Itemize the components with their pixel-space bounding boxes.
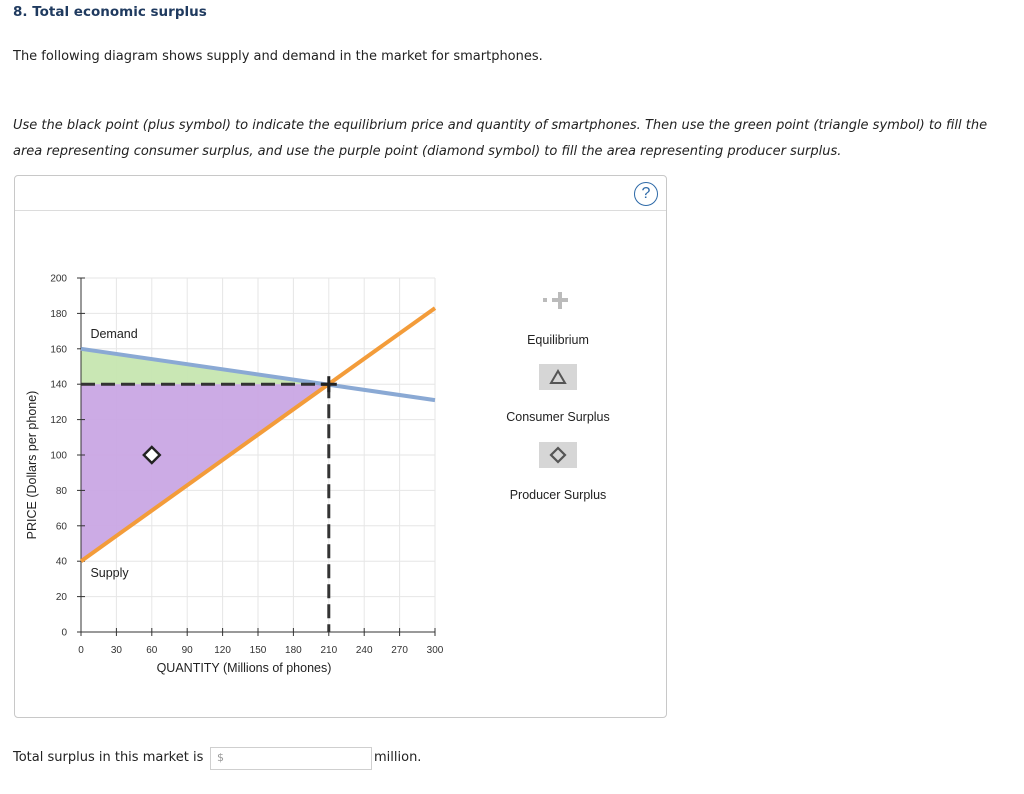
y-tick-label: 140 <box>50 379 67 391</box>
currency-symbol: $ <box>217 751 224 764</box>
y-tick-label: 200 <box>50 273 67 285</box>
y-tick-label: 80 <box>55 485 67 497</box>
supply-label: Supply <box>90 566 129 581</box>
help-icon[interactable]: ? <box>634 182 658 206</box>
y-tick-label: 0 <box>61 627 67 639</box>
x-tick-label: 210 <box>320 645 338 656</box>
consumer-surplus-tool-button[interactable] <box>539 364 577 390</box>
question-title: 8. Total economic surplus <box>13 4 207 20</box>
y-tick-label: 60 <box>55 521 67 533</box>
y-tick-label: 20 <box>55 592 67 604</box>
x-tick-label: 30 <box>110 645 122 656</box>
y-tick-label: 40 <box>55 556 67 568</box>
answer-suffix: million. <box>374 750 422 765</box>
question-instructions: Use the black point (plus symbol) to indicate the equilibrium price and quantity of smartphones. Then use the green point (triangle symbol) to fill the area representing consumer surplus, and use the purple point (diamond symbol) to fill the area representing producer surplus. <box>13 118 988 159</box>
producer-surplus-tool-label: Producer Surplus <box>509 488 607 502</box>
y-tick-label: 180 <box>50 308 67 320</box>
question-intro: The following diagram shows supply and demand in the market for smartphones. <box>13 49 543 64</box>
y-axis-title: PRICE (Dollars per phone) <box>25 390 39 540</box>
consumer-surplus-tool-label: Consumer Surplus <box>506 410 610 424</box>
x-tick-label: 90 <box>181 645 193 656</box>
panel-header <box>15 176 666 211</box>
total-surplus-input[interactable] <box>210 747 372 770</box>
demand-label: Demand <box>90 327 138 342</box>
producer-surplus-tool-button[interactable] <box>539 442 577 468</box>
equilibrium-tool-icon[interactable] <box>541 286 571 316</box>
diamond-icon <box>539 442 577 468</box>
equilibrium-tool-label: Equilibrium <box>527 333 589 347</box>
x-tick-label: 0 <box>78 645 84 656</box>
x-tick-label: 180 <box>285 645 302 656</box>
x-tick-label: 60 <box>146 645 158 656</box>
x-tick-label: 300 <box>426 645 444 656</box>
x-tick-label: 270 <box>391 645 408 656</box>
x-tick-label: 120 <box>214 645 231 656</box>
x-tick-label: 150 <box>249 645 267 656</box>
triangle-icon <box>539 364 577 390</box>
x-axis-title: QUANTITY (Millions of phones) <box>156 661 332 675</box>
y-tick-label: 100 <box>50 450 67 462</box>
answer-prefix: Total surplus in this market is <box>13 750 204 765</box>
supply-demand-chart[interactable] <box>14 260 474 690</box>
y-tick-label: 160 <box>50 344 67 356</box>
y-tick-label: 120 <box>50 415 67 427</box>
x-tick-label: 240 <box>355 645 373 656</box>
